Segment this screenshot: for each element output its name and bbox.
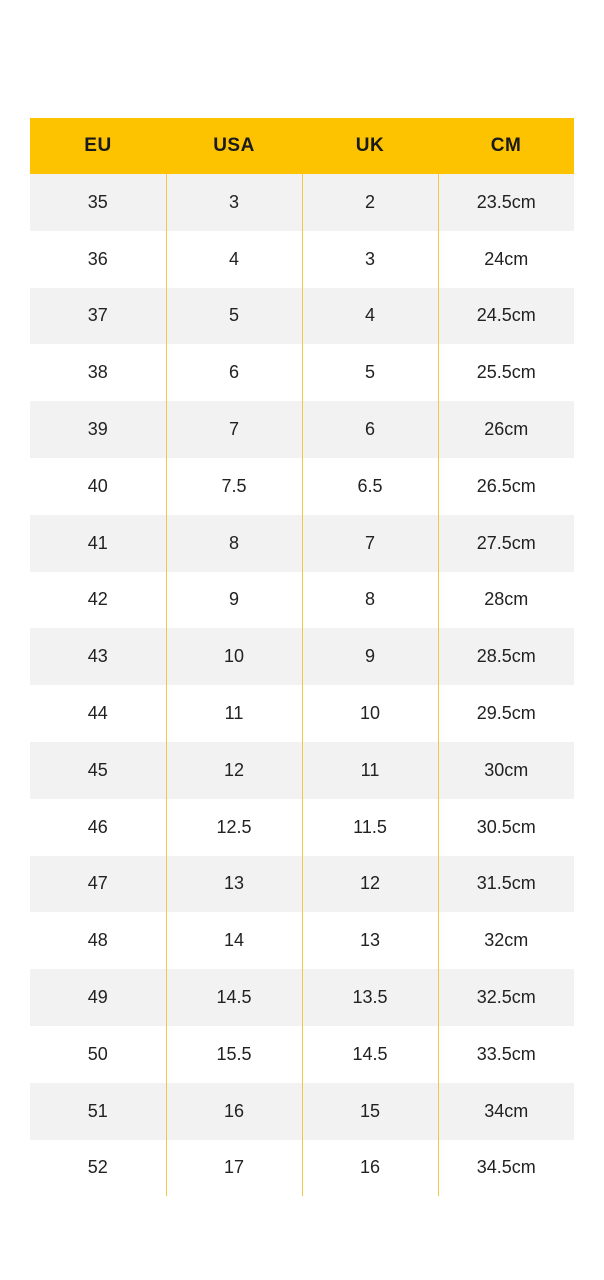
- cell-cm: 26.5cm: [438, 458, 574, 515]
- cell-usa: 12: [166, 742, 302, 799]
- cell-usa: 9: [166, 572, 302, 629]
- cell-cm: 23.5cm: [438, 174, 574, 231]
- cell-usa: 14: [166, 912, 302, 969]
- cell-usa: 11: [166, 685, 302, 742]
- table-row: [30, 742, 574, 799]
- cell-cm: 30cm: [438, 742, 574, 799]
- cell-cm: 30.5cm: [438, 799, 574, 856]
- cell-cm: 24cm: [438, 231, 574, 288]
- header-usa: USA: [213, 135, 255, 156]
- cell-eu: 50: [87, 1043, 108, 1064]
- cell-usa: 8: [166, 515, 302, 572]
- cell-eu: 38: [87, 362, 108, 383]
- cell-eu: 51: [87, 1100, 108, 1121]
- cell-cm: 28cm: [438, 572, 574, 629]
- cell-uk: 13.5: [302, 969, 438, 1026]
- table-row: [30, 1140, 574, 1197]
- table-row: [30, 572, 574, 629]
- table-row: [30, 685, 574, 742]
- cell-uk: 12: [302, 856, 438, 913]
- cell-usa: 15.5: [166, 1026, 302, 1083]
- cell-usa: 10: [166, 628, 302, 685]
- cell-uk: 7: [302, 515, 438, 572]
- header-uk: UK: [355, 135, 385, 156]
- header-row: [30, 118, 574, 174]
- cell-eu: 48: [87, 930, 108, 951]
- cell-uk: 13: [302, 912, 438, 969]
- cell-eu: 42: [87, 589, 108, 610]
- cell-uk: 4: [302, 288, 438, 345]
- cell-cm: 25.5cm: [438, 344, 574, 401]
- cell-uk: 14.5: [302, 1026, 438, 1083]
- cell-cm: 33.5cm: [438, 1026, 574, 1083]
- cell-eu: 37: [87, 305, 108, 326]
- cell-eu: 52: [87, 1157, 108, 1178]
- cell-uk: 16: [302, 1140, 438, 1197]
- cell-uk: 8: [302, 572, 438, 629]
- cell-uk: 15: [302, 1083, 438, 1140]
- cell-uk: 3: [302, 231, 438, 288]
- cell-eu: 46: [87, 816, 108, 837]
- cell-usa: 4: [166, 231, 302, 288]
- cell-cm: 28.5cm: [438, 628, 574, 685]
- table-row: [30, 856, 574, 913]
- cell-eu: 44: [87, 703, 108, 724]
- cell-eu: 36: [87, 248, 108, 269]
- cell-cm: 24.5cm: [438, 288, 574, 345]
- cell-cm: 31.5cm: [438, 856, 574, 913]
- cell-uk: 2: [302, 174, 438, 231]
- cell-cm: 26cm: [438, 401, 574, 458]
- cell-uk: 11: [302, 742, 438, 799]
- cell-eu: 41: [87, 532, 108, 553]
- size-rows: [30, 174, 574, 1196]
- cell-usa: 5: [166, 288, 302, 345]
- table-row: [30, 1026, 574, 1083]
- table-row: [30, 401, 574, 458]
- cell-uk: 11.5: [302, 799, 438, 856]
- cell-eu: 39: [87, 419, 108, 440]
- cell-cm: 27.5cm: [438, 515, 574, 572]
- cell-eu: 47: [87, 873, 108, 894]
- cell-uk: 9: [302, 628, 438, 685]
- cell-uk: 5: [302, 344, 438, 401]
- cell-usa: 14.5: [166, 969, 302, 1026]
- table-row: [30, 458, 574, 515]
- table-row: [30, 912, 574, 969]
- header-cm: CM: [490, 135, 522, 156]
- table-row: [30, 174, 574, 231]
- header-eu: EU: [84, 135, 112, 156]
- cell-uk: 10: [302, 685, 438, 742]
- cell-cm: 32.5cm: [438, 969, 574, 1026]
- cell-usa: 7.5: [166, 458, 302, 515]
- cell-cm: 32cm: [438, 912, 574, 969]
- cell-eu: 43: [87, 646, 108, 667]
- table-row: [30, 231, 574, 288]
- size-chart-table: [30, 118, 574, 1196]
- cell-usa: 12.5: [166, 799, 302, 856]
- cell-usa: 7: [166, 401, 302, 458]
- table-row: [30, 799, 574, 856]
- cell-usa: 13: [166, 856, 302, 913]
- cell-cm: 34cm: [438, 1083, 574, 1140]
- table-row: [30, 515, 574, 572]
- cell-usa: 16: [166, 1083, 302, 1140]
- cell-eu: 49: [87, 987, 108, 1008]
- cell-cm: 29.5cm: [438, 685, 574, 742]
- table-row: [30, 344, 574, 401]
- cell-eu: 40: [87, 475, 108, 496]
- cell-eu: 35: [87, 191, 108, 212]
- cell-usa: 6: [166, 344, 302, 401]
- cell-cm: 34.5cm: [438, 1140, 574, 1197]
- cell-usa: 3: [166, 174, 302, 231]
- table-row: [30, 628, 574, 685]
- cell-usa: 17: [166, 1140, 302, 1197]
- table-row: [30, 969, 574, 1026]
- table-row: [30, 288, 574, 345]
- cell-uk: 6.5: [302, 458, 438, 515]
- table-row: [30, 1083, 574, 1140]
- cell-uk: 6: [302, 401, 438, 458]
- cell-eu: 45: [87, 759, 108, 780]
